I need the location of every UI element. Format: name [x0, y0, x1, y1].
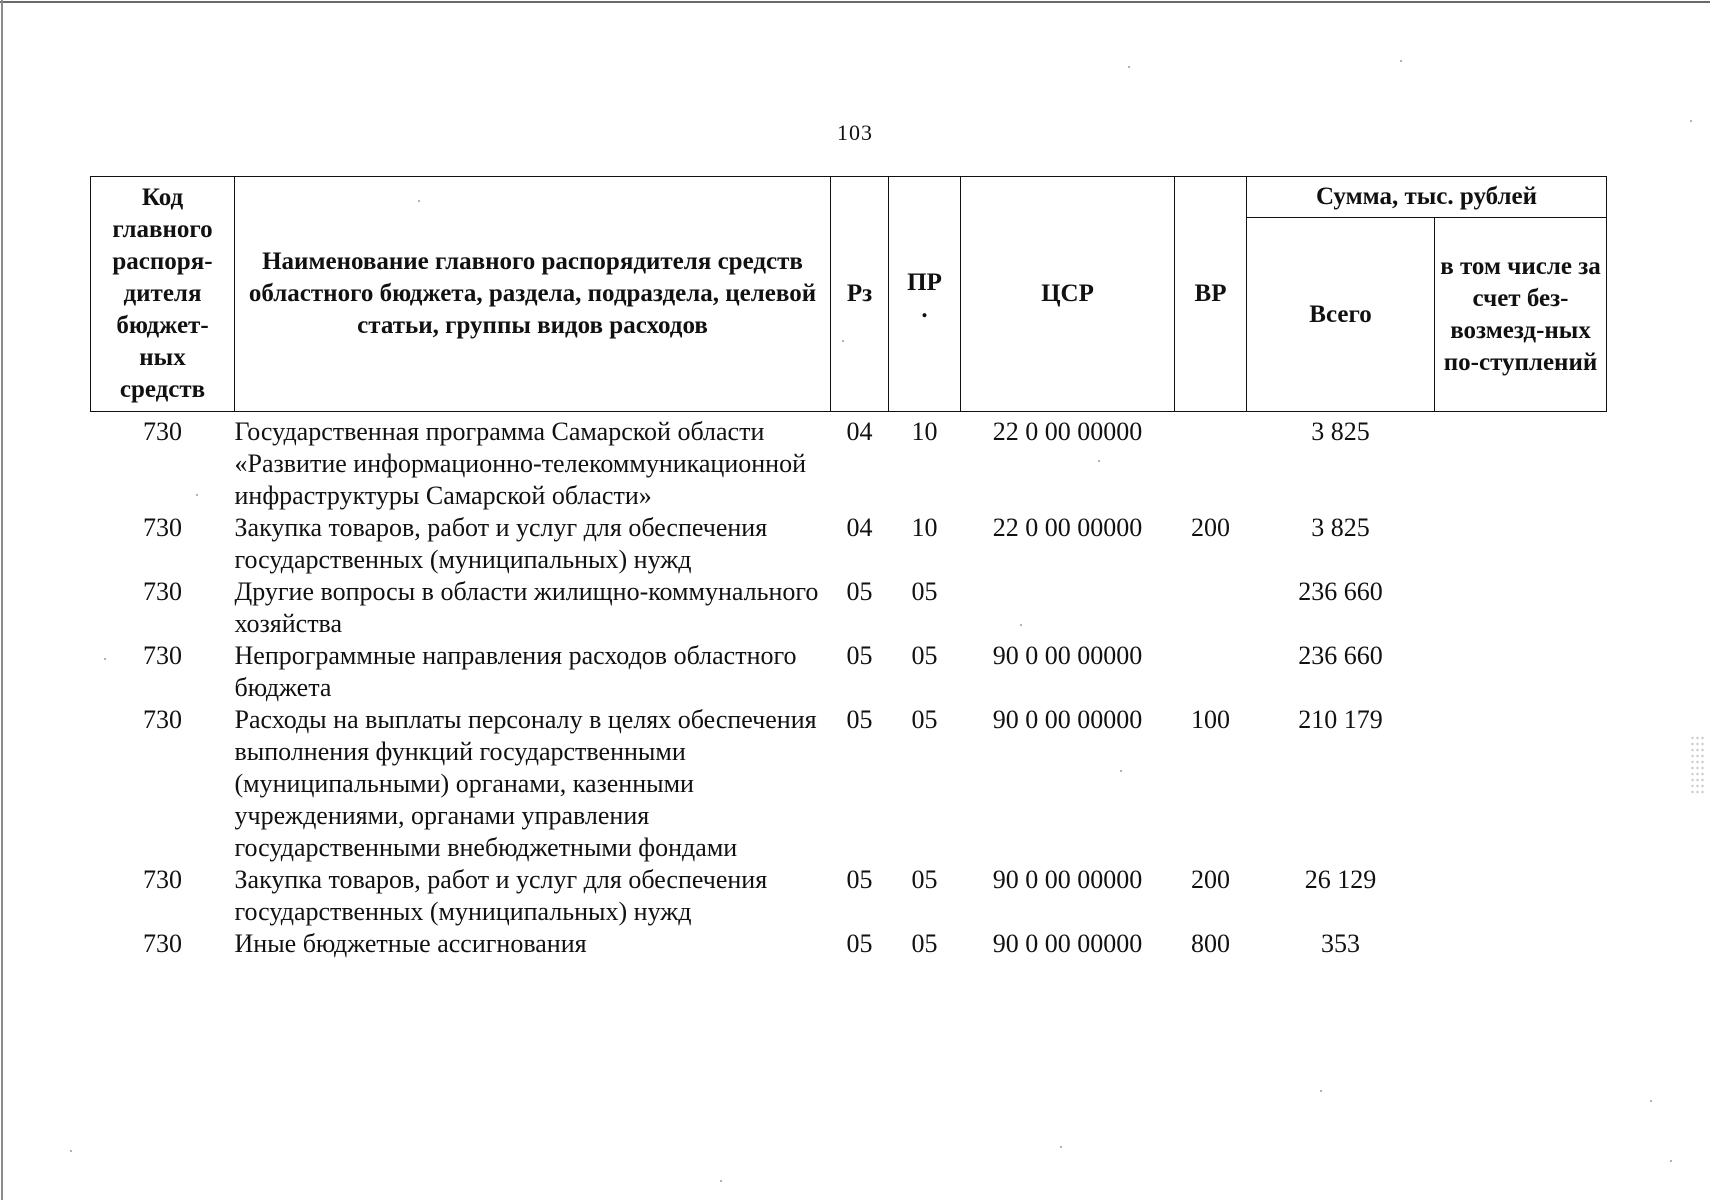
scan-speck: [196, 494, 198, 496]
table-body: [91, 412, 1607, 961]
header-pr: [889, 177, 961, 412]
scan-speck: [418, 200, 420, 202]
cell-rz: 05: [846, 641, 873, 670]
cell-name: Расходы на выплаты персоналу в целях обеспечения выполнения функций государственными (муниципальными) органами, казенными учреждениями, органами управления государственными внебюджетными фондами: [234, 705, 817, 862]
cell-gratuitous: [1435, 928, 1607, 960]
scan-speck: [104, 658, 106, 660]
cell-csr: [961, 576, 1175, 640]
header-rz: Рз: [831, 177, 889, 412]
header-code: Код главного распоря-дителя бюджет-ных средств: [91, 177, 235, 412]
cell-vr: [1175, 576, 1247, 640]
cell-name: Другие вопросы в области жилищно-коммунального хозяйства: [234, 577, 819, 638]
table-row: [91, 704, 1607, 864]
cell-rz: 05: [846, 865, 873, 894]
cell-gratuitous: [1435, 640, 1607, 704]
cell-code: 730: [143, 705, 182, 734]
cell-pr: 05: [911, 577, 938, 606]
table-row: [91, 928, 1607, 960]
header-sum: Сумма, тыс. рублей: [1247, 177, 1607, 218]
cell-gratuitous: [1435, 864, 1607, 928]
scan-speck: [1650, 1100, 1652, 1102]
scan-speck: [1400, 60, 1402, 62]
cell-gratuitous: [1435, 512, 1607, 576]
scan-speck: [842, 340, 844, 342]
header-pr-mark: .: [921, 296, 928, 323]
cell-rz: 05: [846, 929, 873, 958]
cell-csr: 90 0 00 00000: [992, 705, 1143, 734]
cell-vr: [1175, 412, 1247, 513]
cell-total: 353: [1321, 929, 1360, 958]
cell-name: Государственная программа Самарской области «Развитие информационно-телекоммуникационной инфраструктуры Самарской области»: [234, 417, 807, 510]
cell-total: 210 179: [1298, 705, 1383, 734]
cell-pr: 05: [911, 865, 938, 894]
scan-speck: [1020, 624, 1022, 626]
cell-csr: 90 0 00 00000: [992, 929, 1143, 958]
cell-code: 730: [143, 865, 182, 894]
cell-pr: 10: [911, 513, 938, 542]
cell-rz: 05: [846, 705, 873, 734]
header-name: Наименование главного распорядителя средств областного бюджета, раздела, подраздела, целевой статьи, группы видов расходов: [235, 177, 831, 412]
cell-vr: 200: [1191, 513, 1230, 542]
cell-name: Закупка товаров, работ и услуг для обеспечения государственных (муниципальных) нужд: [234, 513, 768, 574]
cell-name: Иные бюджетные ассигнования: [234, 929, 587, 958]
cell-csr: 22 0 00 00000: [992, 513, 1143, 542]
cell-vr: 200: [1191, 865, 1230, 894]
header-vr: ВР: [1175, 177, 1247, 412]
cell-code: 730: [143, 641, 182, 670]
scan-edge-top: [0, 1, 1710, 3]
cell-vr: 800: [1191, 929, 1230, 958]
cell-code: 730: [143, 577, 182, 606]
scan-speck: [1098, 460, 1100, 462]
cell-pr: 10: [911, 417, 938, 446]
cell-vr: [1175, 640, 1247, 704]
cell-pr: 05: [911, 641, 938, 670]
cell-pr: 05: [911, 929, 938, 958]
cell-total: 3 825: [1311, 417, 1370, 446]
scan-speck: [1060, 1146, 1062, 1148]
cell-csr: 90 0 00 00000: [992, 641, 1143, 670]
cell-gratuitous: [1435, 412, 1607, 513]
cell-total: 26 129: [1304, 865, 1377, 894]
cell-code: 730: [143, 417, 182, 446]
cell-gratuitous: [1435, 704, 1607, 864]
scan-speck: [1670, 1160, 1672, 1162]
header-csr: ЦСР: [961, 177, 1175, 412]
cell-total: 236 660: [1298, 577, 1383, 606]
table-row: [91, 864, 1607, 928]
table-row: [91, 512, 1607, 576]
budget-table: [90, 176, 1607, 960]
cell-rz: 04: [846, 417, 873, 446]
page-number: 103: [837, 120, 873, 145]
scan-speck: [1128, 66, 1130, 68]
cell-total: 3 825: [1311, 513, 1370, 542]
cell-name: Непрограммные направления расходов областного бюджета: [234, 641, 797, 702]
cell-csr: 90 0 00 00000: [992, 865, 1143, 894]
cell-gratuitous: [1435, 576, 1607, 640]
scan-speck: [1690, 120, 1692, 122]
header-total: Всего: [1247, 218, 1435, 412]
table-row: [91, 640, 1607, 704]
scan-speck: [1120, 770, 1122, 772]
scan-speck: [70, 1150, 72, 1152]
header-pr-label: ПР: [907, 269, 942, 296]
scan-speck: [720, 1180, 722, 1182]
cell-rz: 04: [846, 513, 873, 542]
cell-csr: 22 0 00 00000: [992, 417, 1143, 446]
table-header: [91, 177, 1607, 412]
cell-name: Закупка товаров, работ и услуг для обеспечения государственных (муниципальных) нужд: [234, 865, 768, 926]
scan-speck: [1320, 1090, 1322, 1092]
cell-code: 730: [143, 929, 182, 958]
cell-vr: 100: [1191, 705, 1230, 734]
cell-rz: 05: [846, 577, 873, 606]
scan-noise: [1690, 735, 1706, 795]
cell-pr: 05: [911, 705, 938, 734]
header-gratuitous: в том числе за счет без-возмезд-ных по-ступлений: [1435, 218, 1607, 412]
scan-edge-left: [1, 0, 3, 1200]
cell-code: 730: [143, 513, 182, 542]
cell-total: 236 660: [1298, 641, 1383, 670]
table-row: [91, 412, 1607, 513]
table-row: [91, 576, 1607, 640]
